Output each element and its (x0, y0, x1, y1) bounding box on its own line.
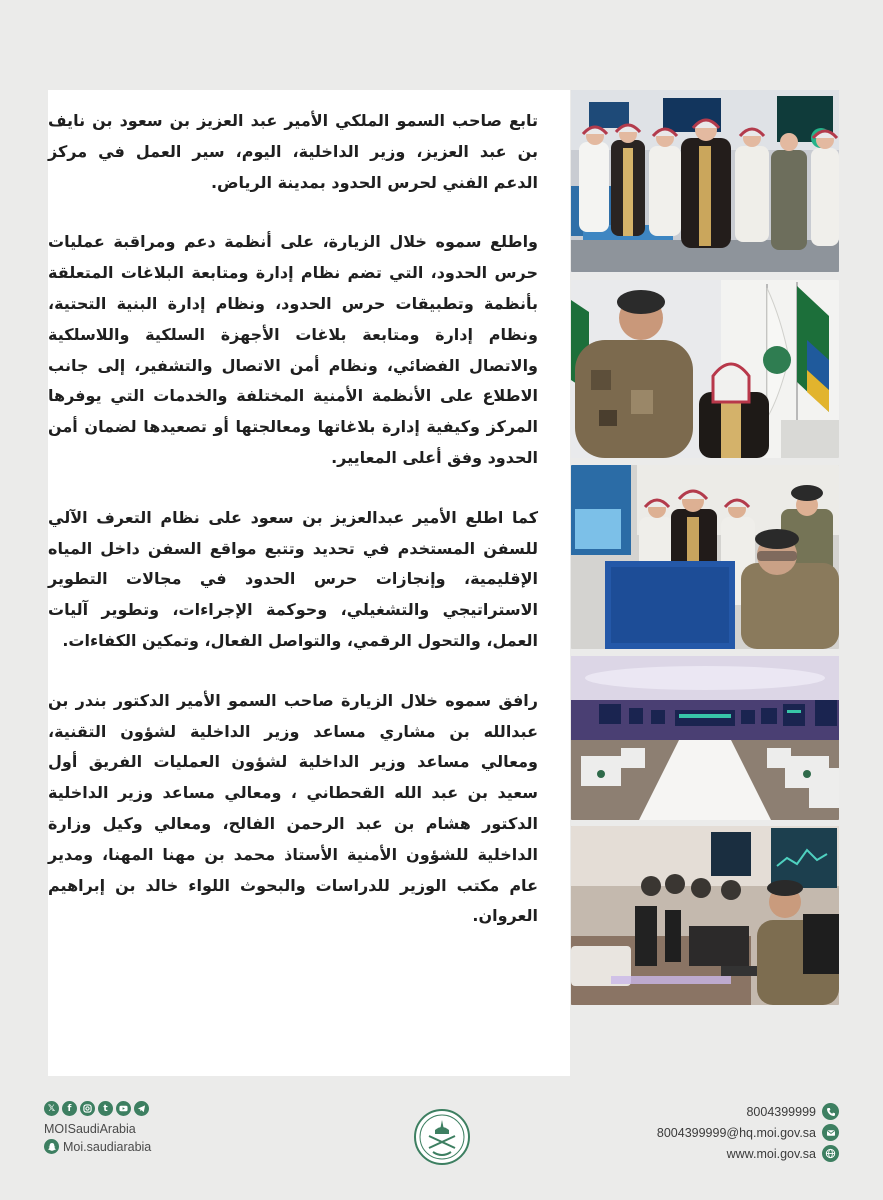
ministry-emblem-logo (413, 1108, 471, 1166)
photo-officers-console (571, 465, 839, 649)
contact-website-row[interactable] (657, 1143, 839, 1164)
contact-email-row[interactable] (657, 1122, 839, 1143)
telegram-icon[interactable] (134, 1101, 149, 1116)
snapchat-icon (44, 1139, 59, 1154)
contact-email: 8004399999@hq.moi.gov.sa (656, 1125, 816, 1140)
snapchat-row[interactable] (44, 1139, 151, 1154)
facebook-icon[interactable]: f (62, 1101, 77, 1116)
footer-contact (657, 1101, 839, 1164)
photo-wide-control-room (571, 656, 839, 820)
phone-icon (822, 1103, 839, 1120)
x-icon[interactable]: 𝕏 (44, 1101, 59, 1116)
photo-tour-control-room (571, 90, 839, 272)
contact-website: www.moi.gov.sa (726, 1146, 816, 1161)
article-body (48, 106, 538, 961)
photo-column (571, 90, 839, 1005)
photo-officer-workstation (571, 826, 839, 1005)
tumblr-icon[interactable]: t (98, 1101, 113, 1116)
youtube-icon[interactable] (116, 1101, 131, 1116)
contact-phone: 8004399999 (746, 1104, 816, 1119)
contact-phone-row[interactable] (657, 1101, 839, 1122)
social-icons (44, 1101, 151, 1116)
globe-icon (822, 1145, 839, 1162)
instagram-icon[interactable] (80, 1101, 95, 1116)
email-icon (822, 1124, 839, 1141)
article-paragraph-3: كما اطلع الأمير عبدالعزيز بن سعود على نظام التعرف الآلي للسفن المستخدم في تحديد وتتبع مواقع السفن داخل المياه الإقليمية، وإنجازات حرس الحدود في مجالات التطوير الاستراتيجي والتشغيلي، وحوكمة الإجراءات، وتطوير آليات العمل، والتحول الرقمي، والتواصل الفعال، وتمكين الكفاءات. (48, 507, 538, 650)
article-paragraph-1: تابع صاحب السمو الملكي الأمير عبد العزيز بن سعود بن نايف بن عبد العزيز، وزير الداخلية، اليوم، سير العمل في مركز الدعم الفني لحرس الحدود بمدينة الرياض. (48, 111, 538, 192)
photo-briefing-flags (571, 280, 839, 458)
social-handle[interactable]: MOISaudiArabia (44, 1122, 136, 1136)
article-paragraph-4: رافق سموه خلال الزيارة صاحب السمو الأمير الدكتور بندر بن عبدالله بن مشاري مساعد وزير الداخلية لشؤون التقنية، ومعالي مساعد وزير الداخلية لشؤون العمليات الفريق أول سعيد بن عبد الله القحطاني ، ومعالي مساعد وزير الداخلية الدكتور هشام بن عبد الرحمن الفالح، ومعالي وكيل وزارة الداخلية للشؤون الأمنية الأستاذ محمد بن مهنا المهنا، ومدير عام مكتب الوزير للدراسات والبحوث اللواء خالد بن إبراهيم العروان. (48, 690, 538, 926)
article-paragraph-2: واطلع سموه خلال الزيارة، على أنظمة دعم ومراقبة عمليات حرس الحدود، التي تضم نظام إدارة ومتابعة البلاغات المتعلقة بأنظمة وتطبيقات حرس الحدود، ونظام إدارة البنية التحتية، ونظام إدارة ومتابعة بلاغات الأجهزة السلكية واللاسلكية والاتصال الفضائي، ونظام أمن الاتصال والتشفير، إلى جانب الاطلاع على الأنظمة الأمنية المختلفة والخدمات التي يوفرها المركز وكيفية إدارة بلاغاتها ومعالجتها أو تصعيدها لضمان أمن الحدود وفق أعلى المعايير. (48, 232, 538, 467)
snapchat-handle: Moi.saudiarabia (63, 1139, 152, 1154)
footer-social (44, 1101, 151, 1154)
